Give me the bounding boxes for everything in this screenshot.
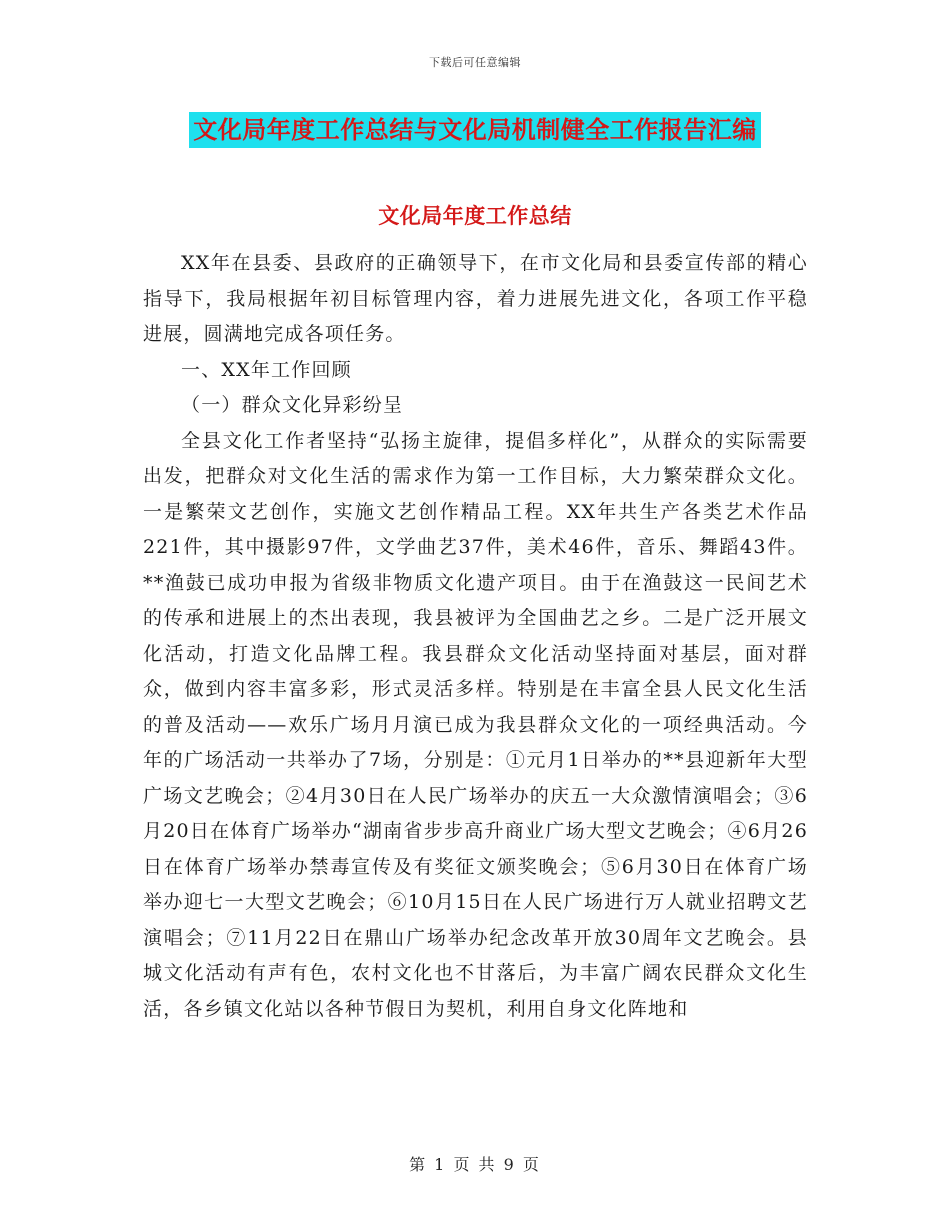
document-body: [143, 246, 808, 1027]
main-title-container: [0, 112, 950, 148]
paragraph-mass-culture: 全县文化工作者坚持“弘扬主旋律，提倡多样化”，从群众的实际需要出发，把群众对文化生活的需求作为第一工作目标，大力繁荣群众文化。一是繁荣文艺创作，实施文艺创作精品工程。XX年共生产各类艺术作品221件，其中摄影97件，文学曲艺37件，美术46件，音乐、舞蹈43件。**渔鼓已成功申报为省级非物质文化遗产项目。由于在渔鼓这一民间艺术的传承和进展上的杰出表现，我县被评为全国曲艺之乡。二是广泛开展文化活动，打造文化品牌工程。我县群众文化活动坚持面对基层，面对群众，做到内容丰富多彩，形式灵活多样。特别是在丰富全县人民文化生活的普及活动——欢乐广场月月演已成为我县群众文化的一项经典活动。今年的广场活动一共举办了7场，分别是：①元月1日举办的**县迎新年大型广场文艺晚会；②4月30日在人民广场举办的庆五一大众激情演唱会；③6月20日在体育广场举办“湖南省步步高升商业广场大型文艺晚会；④6月26日在体育广场举办禁毒宣传及有奖征文颁奖晚会；⑤6月30日在体育广场举办迎七一大型文艺晚会；⑥10月15日在人民广场进行万人就业招聘文艺演唱会；⑦11月22日在鼎山广场举办纪念改革开放30周年文艺晚会。县城文化活动有声有色，农村文化也不甘落后，为丰富广阔农民群众文化生活，各乡镇文化站以各种节假日为契机，利用自身文化阵地和: [143, 429, 808, 1020]
page-header-note: 下载后可任意编辑: [429, 56, 521, 69]
heading-mass-culture: （一）群众文化异彩纷呈: [181, 394, 404, 416]
main-title: 文化局年度工作总结与文化局机制健全工作报告汇编: [189, 112, 761, 148]
heading-review: 一、XX年工作回顾: [181, 358, 352, 381]
section-title: 文化局年度工作总结: [378, 203, 572, 228]
paragraph-intro: XX年在县委、县政府的正确领导下，在市文化局和县委宣传部的精心指导下，我局根据年初目标管理内容，着力进展先进文化，各项工作平稳进展，圆满地完成各项任务。: [143, 252, 808, 345]
page-number: 第 1 页 共 9 页: [409, 1155, 541, 1174]
